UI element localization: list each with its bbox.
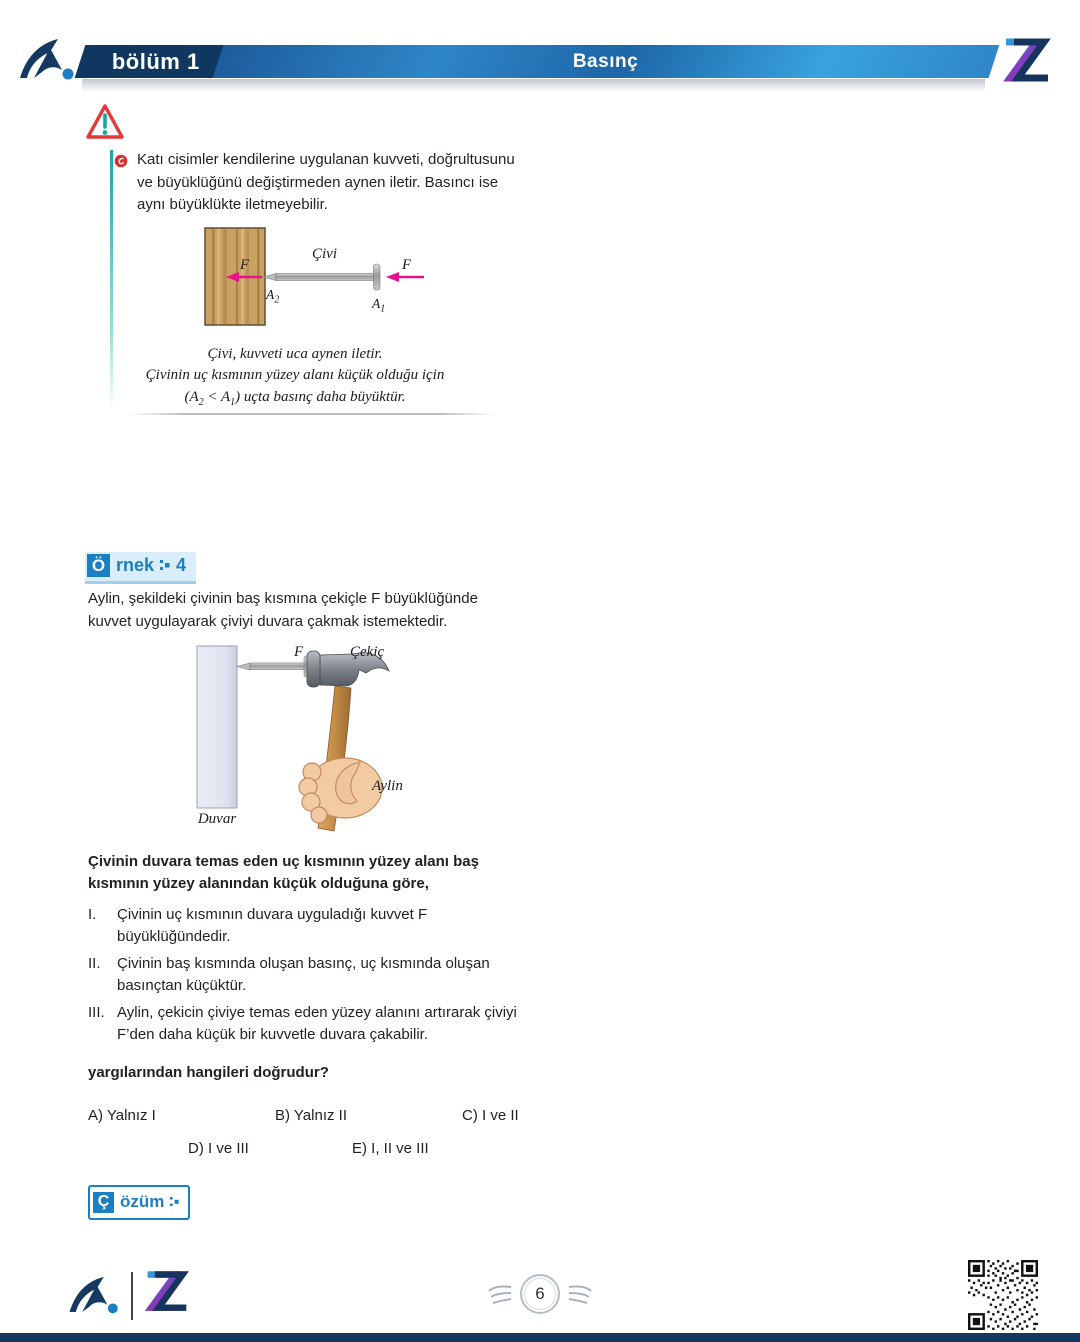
qr-code [968, 1260, 1038, 1330]
choices-row-2 [88, 1138, 526, 1160]
given-statement: Çivinin duvara temas eden uç kısmının yüzey alanı baş kısmının yüzey alanından küçük olduğuna göre, [88, 853, 479, 893]
question-prompt: yargılarından hangileri doğrudur? [88, 1064, 329, 1082]
note-bullet-icon [114, 154, 128, 168]
nail-in-wood-figure [196, 224, 436, 334]
statement-2-text: Çivinin baş kısmında oluşan basınç, uç kısmında oluşan basınçtan küçüktür. [117, 955, 490, 995]
example-initial-badge: Ö [87, 554, 110, 577]
solution-initial-badge: Ç [93, 1192, 114, 1213]
area-tip-base: A [266, 287, 275, 302]
solution-word: özüm [120, 1191, 165, 1211]
publisher-arrow-logo-icon [66, 1272, 120, 1316]
page-title: Basınç [573, 50, 639, 72]
hammer-label: Çekiç [350, 644, 385, 660]
page-ornament-left-icon [487, 1283, 513, 1305]
statement-3-text: Aylin, çekicin çiviye temas eden yüzey alanını artırarak çiviyi F’den daha küçük bir kuvvetle duvara çakabilir. [117, 1004, 517, 1044]
caption-line2: Çivinin uç kısmının yüzey alanı küçük olduğu için [145, 367, 445, 384]
area-head-sub: 1 [380, 303, 386, 315]
dots-icon [170, 1196, 179, 1208]
page-number: 6 [520, 1274, 560, 1314]
example-intro: Aylin, şekildeki çivinin baş kısmına çekiçle F büyüklüğünde kuvvet uygulayarak çiviyi duvara çakmak istemektedir. [88, 590, 478, 630]
statement-1-text: Çivinin uç kısmının duvara uyguladığı kuvvet F büyüklüğündedir. [117, 906, 428, 946]
statement-3 [88, 1002, 526, 1046]
choices-row-1 [88, 1105, 526, 1127]
caption-line3: $(A_2 < A_1)$ uçta basınç daha büyüktür. [184, 388, 406, 408]
choice-b: B) Yalnız II [275, 1107, 347, 1125]
area-head-base: A [372, 296, 381, 311]
title-banner [213, 45, 1000, 78]
person-label: Aylin [372, 778, 403, 794]
example-number: 4 [176, 555, 187, 575]
wall-label: Duvar [197, 811, 237, 827]
force-right-label: F [402, 257, 412, 273]
dots-icon [160, 559, 170, 572]
area-head-label [372, 296, 385, 315]
publisher-arrow-logo-icon [16, 34, 76, 82]
statement-3-numeral: III. [88, 1004, 105, 1022]
example-header [85, 552, 196, 584]
footer-bottom-bar [0, 1333, 1080, 1342]
area-tip-label [266, 287, 279, 306]
area-tip-sub: 2 [274, 294, 280, 306]
z-brand-logo-icon [1000, 34, 1052, 88]
section-divider [128, 413, 496, 415]
example-word: rnek [116, 555, 155, 575]
footer-divider [131, 1272, 133, 1320]
note-paragraph: Katı cisimler kendilerine uygulanan kuvveti, doğrultusunu ve büyüklüğünü değiştirmeden aynen iletir. Basıncı ise aynı büyüklükte iletmeyebilir. [137, 151, 515, 213]
nail-label: Çivi [312, 246, 337, 262]
question-column [88, 851, 526, 1220]
figure-caption [95, 344, 495, 410]
caption-line1: Çivi, kuvveti uca aynen iletir. [207, 346, 383, 362]
statement-2 [88, 953, 526, 997]
caution-triangle-icon [84, 102, 126, 144]
choice-e: E) I, II ve III [352, 1140, 429, 1158]
page-ornament-right-icon [567, 1283, 593, 1305]
chapter-label: bölüm 1 [112, 48, 200, 74]
solution-header [88, 1185, 526, 1220]
choice-c: C) I ve II [462, 1107, 519, 1125]
statement-1 [88, 904, 526, 948]
z-brand-logo-icon [142, 1266, 190, 1318]
page-number-block [478, 1274, 602, 1314]
force-label: F [294, 644, 304, 660]
force-left-label: F [240, 257, 250, 273]
statement-1-numeral: I. [88, 906, 97, 924]
header-shadow [82, 79, 985, 92]
statement-2-numeral: II. [88, 955, 101, 973]
choice-d: D) I ve III [188, 1140, 249, 1158]
choice-a: A) Yalnız I [88, 1107, 156, 1125]
